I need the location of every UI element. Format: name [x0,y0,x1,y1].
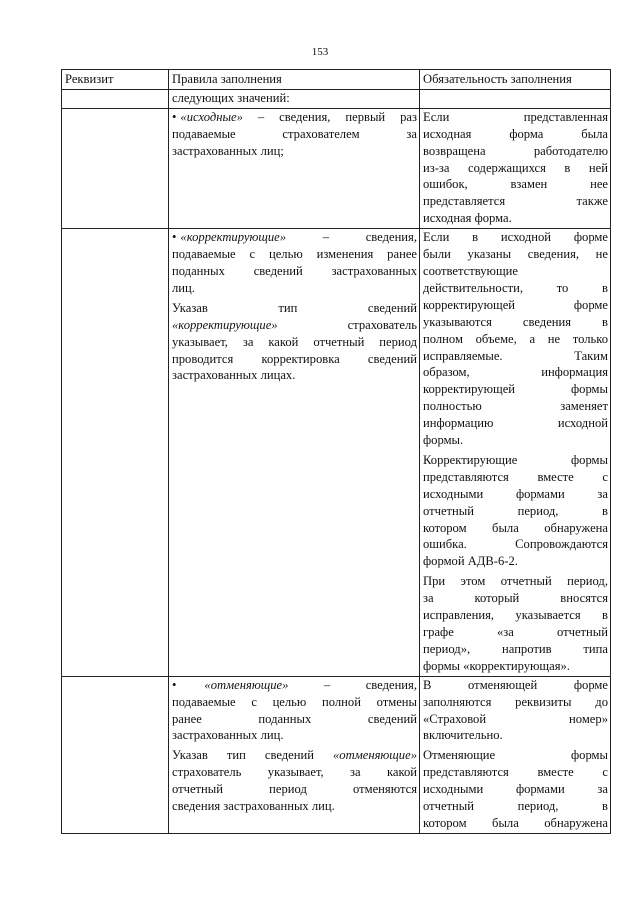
text-line: котором была обнаружена [423,520,608,535]
text-line: представляются вместе с [423,469,608,484]
table-row-corrective [62,229,611,677]
header-mandatory: Обязательность заполнения [420,70,611,90]
cell-rules-corrective [169,229,420,677]
text-line: полном объеме, а не только [423,331,608,346]
text-line: исходными формами за [423,486,608,501]
text-line: следующих значений: [172,90,290,105]
text-line: страхователь указывает, за какой [172,765,417,780]
text-line: из-за содержащихся в ней [423,160,608,175]
text-line: период», напротив типа [423,641,608,656]
text-line [172,229,417,246]
text-line [172,109,417,126]
text-line: соответствующие [423,263,518,278]
text-line: Корректирующие формы [423,452,608,467]
text-line [172,317,417,334]
table-row-continued [62,89,611,108]
text-span: – сведения, [286,230,417,245]
cell-mandatory-corrective [420,229,611,677]
text-line: указывает, за какой отчетный период [172,334,417,349]
text-line: ранее поданных сведений [172,711,417,726]
text-line: подаваемые с целью изменения ранее [172,247,417,262]
text-line [172,677,417,694]
term-italic: «исходные» [180,109,243,124]
text-line: котором была обнаружена [423,815,608,830]
text-line: включительно. [423,728,503,743]
header-rules: Правила заполнения [169,70,420,90]
text-line: исходными формами за [423,782,608,797]
text-line: застрахованных лиц; [172,143,284,158]
cell-rules-original [169,108,420,228]
text-line: лиц. [172,280,195,295]
text-span: – сведения, [288,677,417,692]
cell-mandatory-empty [420,89,611,108]
text-line: исправляемые. Таким [423,348,608,363]
text-line: отчетный период, в [423,503,608,518]
text-line: отчетный период отменяются [172,782,417,797]
requisites-table [61,69,611,834]
term-italic: «отменяющие» [333,748,417,763]
text-line: застрахованных лицах. [172,368,296,383]
cell-mandatory-original [420,108,611,228]
text-line: представляются вместе с [423,765,608,780]
text-line [172,747,417,764]
text-line: за который вносятся [423,591,608,606]
text-line: поданных сведений застрахованных [172,263,417,278]
text-line: графе «за отчетный [423,625,608,639]
cell-requisite-empty [62,676,169,833]
text-line: подаваемые страхователем за [172,126,417,141]
text-line: формы «корректирующая». [423,658,570,673]
text-line: Отменяющие формы [423,748,608,763]
text-line: При этом отчетный период, [423,574,608,589]
text-line: представляется также [423,194,608,209]
text-line: корректирующей формы [423,382,608,397]
text-line: образом, информация [423,365,608,380]
text-span: – сведения, первый раз [242,109,417,124]
text-line: формы. [423,433,464,448]
table-row-cancelling [62,676,611,833]
term-italic: «корректирующие» [180,230,287,245]
text-line: «Страховой номер» [423,711,608,726]
text-line: действительности, то в [423,280,608,295]
text-line: ошибок, взамен нее [423,177,608,192]
text-line: исходная форма была [423,126,608,141]
text-line: отчетный период, в [423,799,608,814]
cell-rules-cancelling [169,676,420,833]
table-header-row [62,70,611,90]
text-line: указываются сведения в [423,314,608,329]
cell-rules-continued [169,89,420,108]
text-line: Если представленная [423,109,608,124]
text-line: были указаны сведения, не [423,247,608,262]
text-line: формой АДВ-6-2. [423,554,518,569]
text-line: исходная форма. [423,211,512,226]
cell-mandatory-cancelling [420,676,611,833]
text-line: корректирующей форме [423,297,608,312]
table-row-original [62,108,611,228]
text-span: Указав тип сведений [172,748,333,763]
text-line: Указав тип сведений [172,300,417,315]
text-line: подаваемые с целью полной отмены [172,694,417,709]
text-line: В отменяющей форме [423,677,608,692]
text-line: возвращена работодателю [423,143,608,158]
text-line: информацию исходной [423,416,608,431]
text-line: ошибка. Сопровождаются [423,537,608,552]
header-requisite: Реквизит [62,70,169,90]
term-italic: «корректирующие» [172,317,278,332]
term-italic: «отменяющие» [204,677,289,692]
text-span: страхователь [277,317,417,332]
text-line: заполняются реквизиты до [423,694,608,709]
text-line: сведения застрахованных лиц. [172,799,335,814]
text-line: Если в исходной форме [423,230,608,245]
cell-requisite-empty [62,89,169,108]
text-line: полностью заменяет [423,399,608,414]
page-number: 153 [311,46,329,58]
text-line: застрахованных лиц. [172,728,284,743]
cell-requisite-empty [62,229,169,677]
text-line: проводится корректировка сведений [172,351,417,366]
cell-requisite-empty [62,108,169,228]
text-line: исправления, указывается в [423,608,608,623]
